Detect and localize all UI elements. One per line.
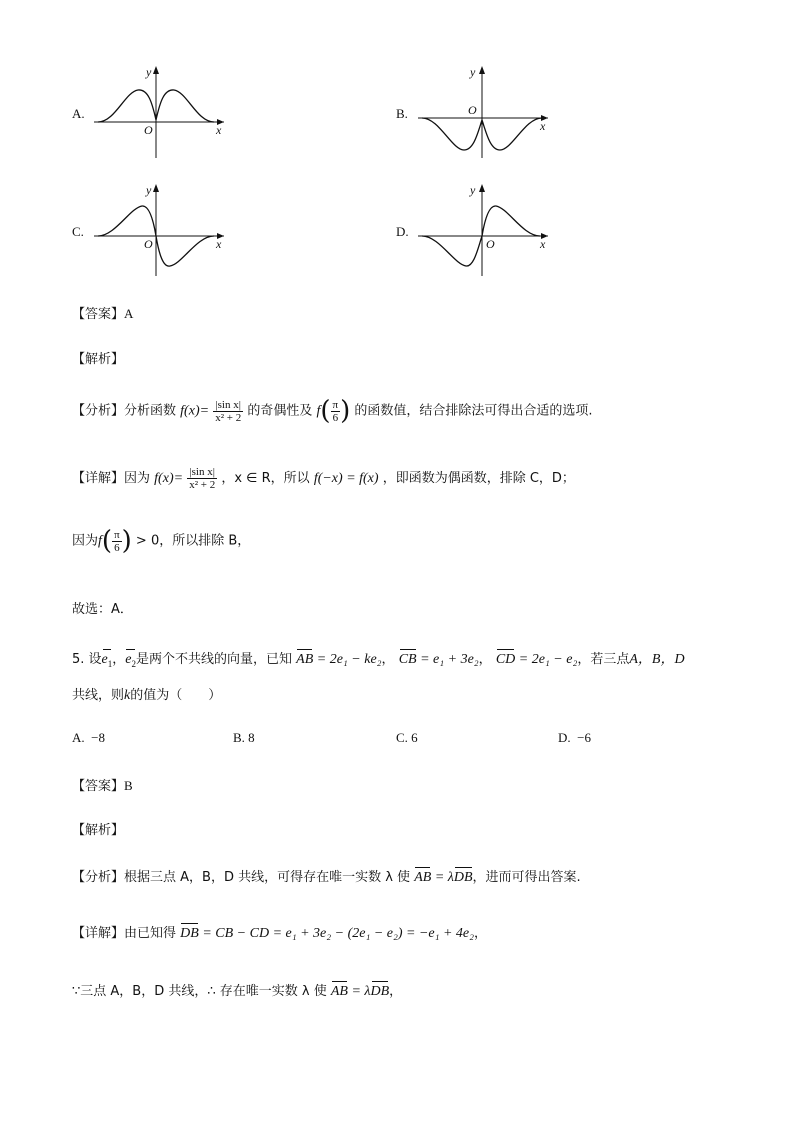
q4-line2: 因为f( $\frac{\pi}{6}$ ) > 0，所以排除 B， — [72, 526, 251, 556]
svg-text:x: x — [540, 237, 546, 251]
q4-line3: 故选：A． — [72, 602, 133, 617]
x-label: x — [216, 123, 222, 137]
option-b-label: B. — [396, 106, 408, 121]
q5-stem-line2: 共线，则k的值为（ ） — [72, 688, 222, 703]
graph-b — [414, 62, 554, 162]
option-d-label: D. — [396, 224, 409, 239]
q4-jiexi: 【解析】 — [72, 352, 125, 367]
q5-last-line: ∵三点 A，B，D 共线，∴ 存在唯一实数 λ 使 AB = λDB， — [72, 984, 403, 999]
graph-c — [90, 180, 230, 280]
svg-text:x: x — [540, 119, 546, 133]
svg-text:y: y — [470, 183, 476, 197]
svg-text:O: O — [468, 103, 477, 117]
svg-text:x: x — [216, 237, 222, 251]
q5-analysis: 【分析】根据三点 A，B，D 共线，可得存在唯一实数 λ 使 AB = λDB，进而可得出答案. — [72, 870, 581, 885]
q5-stem-line1: 5. 设$e_1$，$e_2$是两个不共线的向量，已知 AB = 2e₁ − ke₂， CB = e₁ + 3e₂， CD = 2e₁ − e₂，若三点A，B，D — [72, 652, 685, 669]
q5-answer: 【答案】B — [72, 778, 133, 794]
svg-text:O: O — [144, 237, 153, 251]
y-arrow — [153, 66, 159, 74]
q4-answer: 【答案】A — [72, 306, 134, 322]
q4-analysis: 【分析】分析函数 f(x)= $\frac{\text{|sin x|}}{\text{x² + 2}}$ 的奇偶性及 f( $\frac{\pi}{6}$ ) 的函数值，结合排除法可得出合适的选项. — [72, 396, 593, 426]
q5-option-a: A. −8 — [72, 730, 105, 745]
graph-a — [90, 62, 230, 162]
y-label: y — [146, 65, 152, 79]
svg-text:y: y — [470, 65, 476, 79]
q5-detail: 【详解】由已知得 DB = CB − CD = e₁ + 3e₂ − (2e₁ − e₂) = −e₁ + 4e₂， — [72, 926, 488, 941]
svg-text:O: O — [486, 237, 495, 251]
graph-d — [414, 180, 554, 280]
origin-label: O — [144, 123, 153, 137]
q5-jiexi: 【解析】 — [72, 823, 125, 838]
q5-option-d: D. −6 — [558, 730, 591, 745]
svg-text:y: y — [146, 183, 152, 197]
option-a-label: A. — [72, 106, 85, 121]
option-c-label: C. — [72, 224, 84, 239]
q5-option-c: C. 6 — [396, 730, 418, 745]
q4-detail: 【详解】因为 f(x)= $\frac{\text{|sin x|}}{\text{x² + 2}}$ ，x ∈ R，所以 f(−x) = f(x) ，即函数为偶函数，排除 C，D； — [72, 466, 575, 491]
q5-option-b: B. 8 — [233, 730, 255, 745]
